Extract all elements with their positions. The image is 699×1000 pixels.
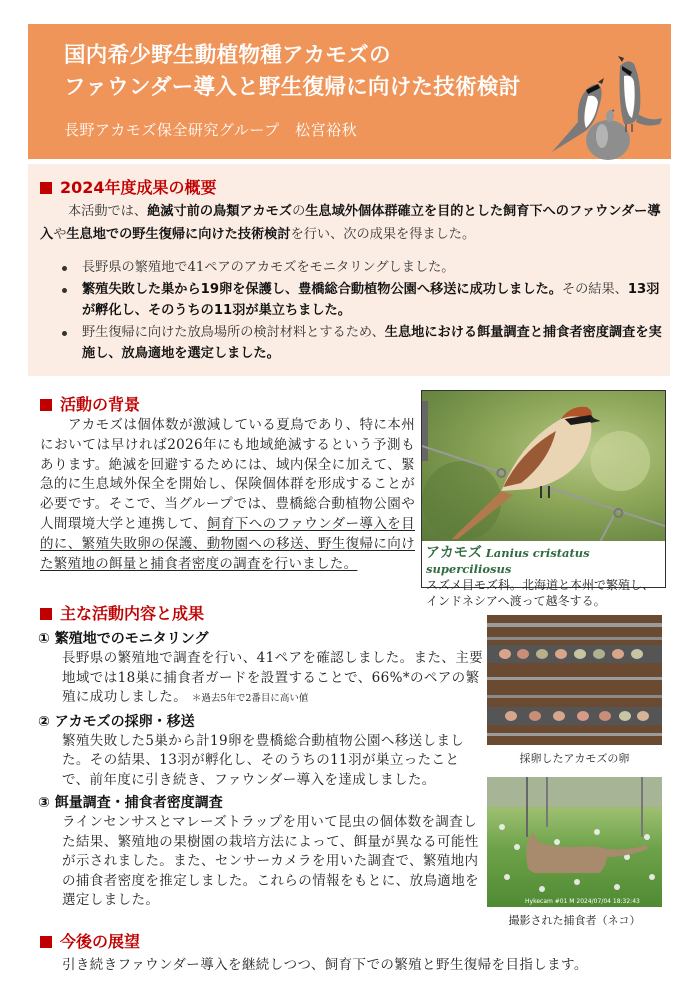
title-line-2: ファウンダー導入と野生復帰に向けた技術検討: [64, 75, 521, 100]
bird-name-scientific: Lanius cristatus superciliosus: [426, 546, 590, 576]
shrike-photo-icon: [422, 391, 665, 541]
summary-title: 2024年度成果の概要: [40, 178, 217, 198]
activity-footnote: ＊過去5年で2番目に高い値: [191, 693, 309, 704]
activity-body: 長野県の繁殖地で調査を行い、41ペアを確認しました。また、主要地域では18巣に捕食者ガードを設置することで、66%*のペアの繁殖に成功しました。 ＊過去5年で2番目に高い値: [62, 650, 484, 705]
background-section: [40, 395, 415, 574]
activity-body: 繁殖失敗した5巣から計19卵を豊橋総合動植物公園へ移送しました。その結果、13羽が孵化し、そのうちの11羽が巣立ったことで、前年度に引き続き、ファウンダー導入を達成しました。: [62, 732, 465, 788]
summary-bullet: 長野県の繁殖地で41ペアのアカモズをモニタリングしました。: [62, 257, 662, 279]
background-title: 活動の背景: [40, 395, 415, 415]
activity-title: ① 繁殖地でのモニタリング: [38, 631, 209, 647]
activity-body: ラインセンサスとマレーズトラップを用いて昆虫の個体数を調査した結果、繁殖地の果樹園の栽培方法によって、餌量が異なる可能性が示されました。また、センサーカメラを用いた調査で、繁殖地内の捕食者密度を推定しました。これらの情報をもとに、放鳥適地を選定しました。: [62, 814, 479, 908]
bird-description: スズメ目モズ科。北海道と本州で繁殖し、インドネシアへ渡って越冬する。: [426, 578, 655, 608]
birds-on-apple-icon: [538, 52, 663, 162]
future-section: [40, 932, 680, 975]
activity-item-1: [40, 630, 485, 709]
section-square-icon: [40, 182, 52, 194]
predator-cat-photo: [487, 777, 662, 907]
section-square-icon: [40, 608, 52, 620]
activity-item-3: [40, 794, 485, 911]
main-activities-title: 主な活動内容と成果: [40, 604, 490, 624]
main-activities-section: [40, 604, 490, 911]
summary-intro: 本活動では、絶滅寸前の鳥類アカモズの生息域外個体群確立を目的とした飼育下へのファウンダー導入や生息地での野生復帰に向けた技術検討を行い、次の成果を得ました。: [40, 204, 661, 242]
eggs-caption: 採卵したアカモズの卵: [519, 752, 630, 765]
summary-box: [28, 164, 670, 376]
summary-bullets: [62, 257, 662, 365]
eggs-tray-photo-icon: [487, 615, 662, 745]
cat-camera-trap-icon: [487, 777, 662, 907]
bird-name-jp: アカモズ: [426, 545, 482, 561]
camera-stamp: Hykecam #01 M 2024/07/04 18:32:43: [525, 898, 640, 905]
section-square-icon: [40, 399, 52, 411]
cat-caption: 撮影された捕食者（ネコ）: [508, 914, 641, 927]
section-square-icon: [40, 936, 52, 948]
bird-info-card: [421, 390, 666, 608]
author-line: 長野アカモズ保全研究グループ 松宮裕秋: [64, 121, 358, 139]
future-body: 引き続きファウンダー導入を継続しつつ、飼育下での繁殖と野生復帰を目指します。: [62, 957, 588, 973]
future-title: 今後の展望: [40, 932, 680, 952]
eggs-photo: [487, 615, 662, 745]
activity-title: ③ 餌量調査・捕食者密度調査: [38, 795, 223, 811]
title-line-1: 国内希少野生動植物種アカモズの: [64, 43, 391, 68]
background-underlined-text: 飼育下へのファウンダー導入を目的に、繁殖失敗卵の保護、動物園への移送、野生復帰に向けた繁殖地の餌量と捕食者密度の調査を行いました。: [40, 515, 415, 572]
bird-caption: [422, 541, 665, 609]
poster-header: [28, 24, 671, 159]
summary-bullet: 繁殖失敗した巣から19卵を保護し、豊橋総合動植物公園へ移送に成功しました。その結果、13羽が孵化し、そのうちの11羽が巣立ちました。: [62, 279, 662, 322]
activity-title: ② アカモズの採卵・移送: [38, 713, 195, 730]
poster-title: [64, 40, 521, 104]
activity-item-2: [40, 713, 485, 791]
summary-bullet: 野生復帰に向けた放鳥場所の検討材料とするため、生息地における餌量調査と捕食者密度調査を実施し、放鳥適地を選定しました。: [62, 322, 662, 365]
background-text: アカモズは個体数が激減している夏鳥であり、特に本州においては早ければ2026年にも地域絶滅するという予測もあります。絶滅を回避するためには、域内保全に加えて、緊急的に生息域外保全を開始し、保険個体群を形成することが必要です。そこで、当グループでは、豊橋総合動植物公園や人間環境大学と連携して、飼育下へのファウンダー導入を目的に、繁殖失敗卵の保護、動物園への移送、野生復帰に向けた繁殖地の餌量と捕食者密度の調査を行いました。: [40, 417, 415, 572]
bird-photo: [422, 391, 665, 541]
